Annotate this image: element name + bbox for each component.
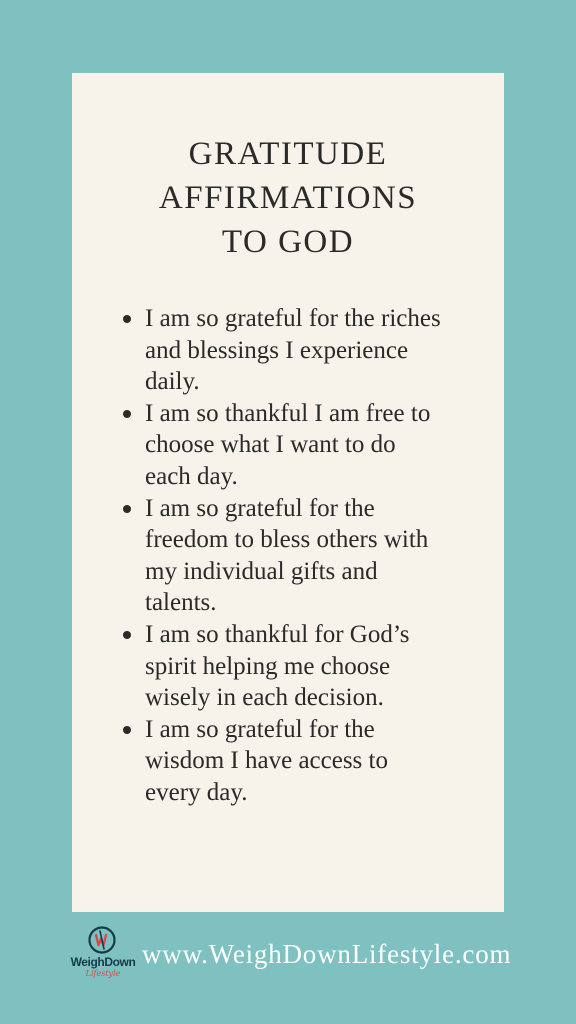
affirmation-line: daily. bbox=[145, 368, 200, 396]
affirmation-line: every day. bbox=[145, 778, 248, 806]
logo-tagline: Lifestyle bbox=[85, 969, 121, 978]
affirmation-item bbox=[120, 303, 482, 398]
bullet-icon bbox=[123, 505, 131, 513]
affirmation-line: and blessings I experience bbox=[145, 336, 409, 364]
affirmation-line: my individual gifts and bbox=[145, 557, 378, 585]
affirmation-line: I am so thankful for God’s bbox=[145, 620, 410, 648]
bullet-icon bbox=[123, 410, 131, 418]
affirmation-line: spirit helping me choose bbox=[145, 652, 391, 680]
title-line-3: TO GOD bbox=[221, 224, 355, 260]
affirmation-line: I am so grateful for the bbox=[145, 715, 375, 743]
affirmations-list bbox=[120, 303, 482, 809]
affirmation-line: wisely in each decision. bbox=[145, 684, 384, 712]
affirmation-line: talents. bbox=[145, 589, 217, 617]
affirmation-line: I am so grateful for the bbox=[145, 494, 375, 522]
w-monogram-icon bbox=[88, 926, 116, 954]
weighdown-logo bbox=[70, 926, 142, 990]
affirmation-item bbox=[120, 493, 482, 619]
bullet-icon bbox=[123, 726, 131, 734]
affirmation-line: I am so grateful for the riches bbox=[145, 305, 441, 332]
logo-name: WeighDown bbox=[70, 955, 136, 969]
title-line-2: AFFIRMATIONS bbox=[158, 180, 418, 216]
affirmation-line: choose what I want to do bbox=[145, 431, 396, 459]
affirmation-line: wisdom I have access to bbox=[145, 747, 388, 775]
affirmation-item bbox=[120, 619, 482, 714]
bullet-icon bbox=[123, 315, 131, 323]
affirmation-line: freedom to bless others with bbox=[145, 526, 429, 554]
affirmation-line: each day. bbox=[145, 462, 238, 490]
website-url: www.WeighDownLifestyle.com bbox=[142, 939, 512, 969]
title-line-1: GRATITUDE bbox=[188, 136, 388, 172]
affirmation-item bbox=[120, 714, 482, 809]
affirmation-item bbox=[120, 398, 482, 493]
affirmation-line: I am so thankful I am free to bbox=[145, 399, 431, 427]
bullet-icon bbox=[123, 631, 131, 639]
page-title bbox=[0, 132, 576, 264]
